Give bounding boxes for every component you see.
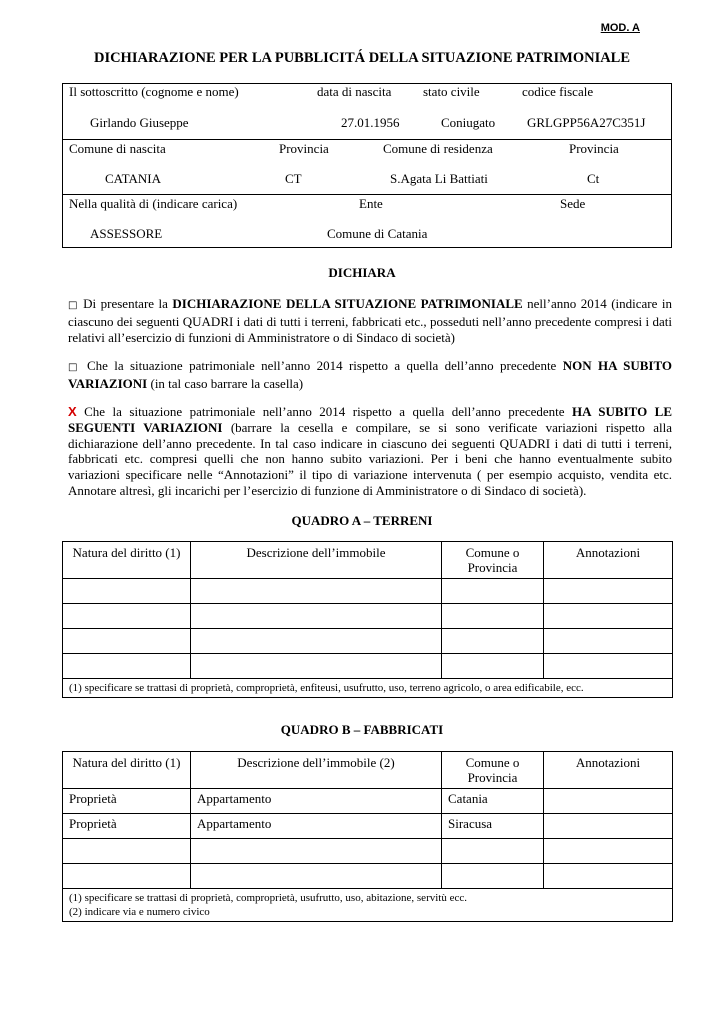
cell-description[interactable]: Appartamento <box>191 789 442 814</box>
cell-notes[interactable] <box>544 789 673 814</box>
quadro-a-table <box>62 541 673 698</box>
value-residence: S.Agata Li Battiati <box>390 171 488 186</box>
label-birthdate: data di nascita <box>317 84 392 99</box>
value-civil-status: Coniugato <box>441 115 496 130</box>
quadro-b-footnote-1: (1) specificare se trattasi di proprietà, comproprietà, usufrutto, uso, abitazione, servitù ecc. <box>69 892 467 904</box>
table-row <box>63 654 673 679</box>
label-birthplace: Comune di nascita <box>69 141 166 156</box>
option-1-paragraph: □ Di presentare la DICHIARAZIONE DELLA SITUAZIONE PATRIMONIALE nell’anno 2014 (indicare in ciascuno dei seguenti QUADRI i dati di tutti i terreni, fabbricati etc., posseduti nell’anno precedente compresi i dati relativi all’esercizio di funzioni di Amministratore o di Sindaco di società) <box>68 296 672 345</box>
col-header-municipality: Comune o Provincia <box>442 542 544 579</box>
quadro-b-table <box>62 751 673 922</box>
cell-municipality[interactable]: Catania <box>442 789 544 814</box>
value-province-2: Ct <box>587 171 600 186</box>
table-row <box>63 629 673 654</box>
quadro-b-footnotes <box>63 889 673 922</box>
checkbox-option-2[interactable]: □ <box>68 362 81 373</box>
table-row <box>63 789 673 814</box>
dichiara-heading: DICHIARA <box>328 265 396 280</box>
label-fiscal-code: codice fiscale <box>522 84 594 99</box>
label-civil-status: stato civile <box>423 84 480 99</box>
col-header-notes: Annotazioni <box>544 752 673 789</box>
col-header-nature: Natura del diritto (1) <box>63 752 191 789</box>
quadro-a-title: QUADRO A – TERRENI <box>291 513 433 528</box>
col-header-description: Descrizione dell’immobile (2) <box>191 752 442 789</box>
label-residence: Comune di residenza <box>383 141 493 156</box>
identity-row-role <box>63 194 671 247</box>
label-province-1: Provincia <box>279 141 329 156</box>
identity-box <box>62 83 672 248</box>
option-3-paragraph: X Che la situazione patrimoniale nell’anno 2014 rispetto a quella dell’anno precedente HA SUBITO LE SEGUENTI VARIAZIONI (barrare la cesella e compilare, se si sono verificate variazioni rispetto alla dichiarazione dell’anno precedente. In tal caso indicare in ciascuno dei seguenti QUADRI i dati di tutti i terreni, fabbricati etc. compresi quelli che non hanno subito variazioni. Per i beni che hanno eventualmente subito variazioni specificare nelle “Annotazioni” il tipo di variazione intervenuta ( per esempio acquisto, vendita etc. Annotare altresì, gli incarichi per l’esercizio di funzione di Amministratore o di Sindaco di società). <box>68 404 672 498</box>
table-row <box>63 839 673 864</box>
value-name: Girlando Giuseppe <box>90 115 189 130</box>
option-2-paragraph: □ Che la situazione patrimoniale nell’anno 2014 rispetto a quella dell’anno precedente NON HA SUBITO VARIAZIONI (in tal caso barrare la casella) <box>68 358 673 391</box>
col-header-nature: Natura del diritto (1) <box>63 542 191 579</box>
cell-nature[interactable]: Proprietà <box>63 789 191 814</box>
identity-row-name <box>63 84 671 139</box>
label-seat: Sede <box>560 196 586 211</box>
table-row <box>63 579 673 604</box>
cell-description[interactable]: Appartamento <box>191 814 442 839</box>
mod-label: MOD. A <box>600 22 640 34</box>
cell-nature[interactable]: Proprietà <box>63 814 191 839</box>
value-birthplace: CATANIA <box>105 171 162 186</box>
identity-row-residence <box>63 139 671 194</box>
label-name: Il sottoscritto (cognome e nome) <box>69 84 239 99</box>
col-header-municipality: Comune o Provincia <box>442 752 544 789</box>
checkbox-option-1[interactable]: □ <box>68 300 79 311</box>
label-province-2: Provincia <box>569 141 619 156</box>
value-role: ASSESSORE <box>90 226 163 241</box>
col-header-notes: Annotazioni <box>544 542 673 579</box>
value-entity: Comune di Catania <box>327 226 428 241</box>
label-entity: Ente <box>359 196 383 211</box>
table-row <box>63 604 673 629</box>
table-row <box>63 814 673 839</box>
value-province-1: CT <box>285 171 302 186</box>
cell-notes[interactable] <box>544 814 673 839</box>
value-fiscal-code: GRLGPP56A27C351J <box>527 115 646 130</box>
cell-municipality[interactable]: Siracusa <box>442 814 544 839</box>
checkbox-option-3-checked[interactable]: X <box>68 404 77 419</box>
label-role: Nella qualità di (indicare carica) <box>69 196 238 211</box>
quadro-a-footnote: (1) specificare se trattasi di proprietà, comproprietà, enfiteusi, usufrutto, uso, terreno agricolo, o area edificabile, ecc. <box>63 679 673 698</box>
col-header-description: Descrizione dell’immobile <box>191 542 442 579</box>
table-row <box>63 864 673 889</box>
quadro-b-title: QUADRO B – FABBRICATI <box>280 722 444 737</box>
quadro-b-footnote-2: (2) indicare via e numero civico <box>69 906 210 918</box>
page-title: DICHIARAZIONE PER LA PUBBLICITÁ DELLA SITUAZIONE PATRIMONIALE <box>93 50 631 66</box>
value-birthdate: 27.01.1956 <box>341 115 400 130</box>
